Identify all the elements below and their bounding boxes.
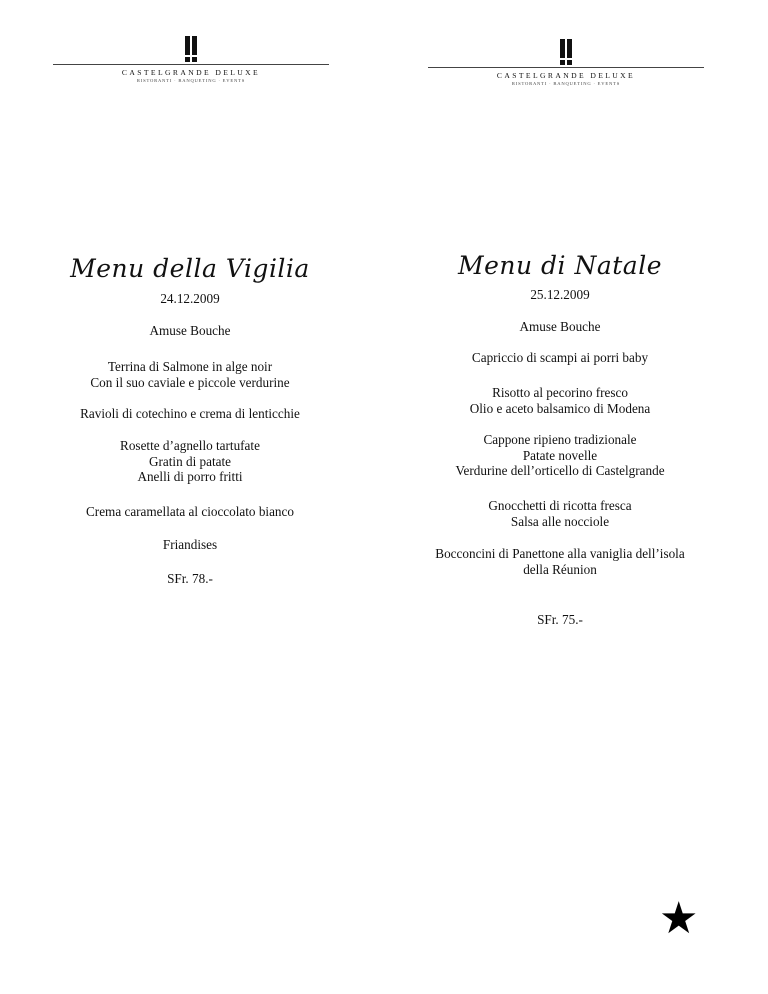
course-line: Rosette d’agnello tartufate [120,438,260,453]
course-line: Patate novelle [522,447,598,463]
course [410,432,710,479]
menu-title: Menu della Vigilia [70,254,310,283]
course [410,385,710,416]
course [40,323,340,339]
menu-vigilia [40,0,340,994]
menu-price: SFr. 75.- [537,612,583,627]
menu-date: 25.12.2009 [530,287,590,302]
course-line: Olio e aceto balsamico di Modena [469,400,651,416]
course-line: Gratin di patate [148,453,232,469]
logo-tagline: RISTORANTI · BANQUETING · EVENTS [511,81,621,86]
menu-price: SFr. 78.- [167,571,213,586]
menu-natale [410,0,710,994]
course [40,406,340,422]
course-line: Anelli di porro fritti [137,469,243,484]
course-line: Con il suo caviale e piccole verdurine [90,374,290,390]
course-line: Capriccio di scampi ai porri baby [471,350,649,365]
course-line: Risotto al pecorino fresco [492,385,628,400]
course-line: Verdurine dell’orticello di Castelgrande [455,463,665,478]
course-line: della Réunion [523,561,597,577]
course-line: Amuse Bouche [519,319,601,334]
course [40,438,340,485]
logo-name: CASTELGRANDE DELUXE [496,71,636,80]
course-line: Amuse Bouche [149,323,231,338]
menu-date: 24.12.2009 [160,291,220,306]
course [410,546,710,577]
black-star-icon: ★ [659,893,699,944]
course-line: Gnocchetti di ricotta fresca [488,498,632,513]
course [410,498,710,529]
course-line: Bocconcini di Panettone alla vaniglia dell’isola [435,546,685,561]
course-line: Cappone ripieno tradizionale [483,432,637,447]
course [40,537,340,553]
course [40,359,340,390]
course [410,350,710,366]
course-line: Salsa alle nocciole [510,513,610,529]
course-line: Terrina di Salmone in alge noir [107,359,273,374]
menu-title: Menu di Natale [457,251,662,280]
logo-name: CASTELGRANDE DELUXE [121,68,261,77]
course-line: Ravioli di cotechino e crema di lenticchie [80,406,300,421]
course [410,319,710,335]
course [40,504,340,520]
course-line: Friandises [162,537,218,552]
logo-tagline: RISTORANTI · BANQUETING · EVENTS [136,78,246,83]
course-line: Crema caramellata al cioccolato bianco [86,504,294,519]
